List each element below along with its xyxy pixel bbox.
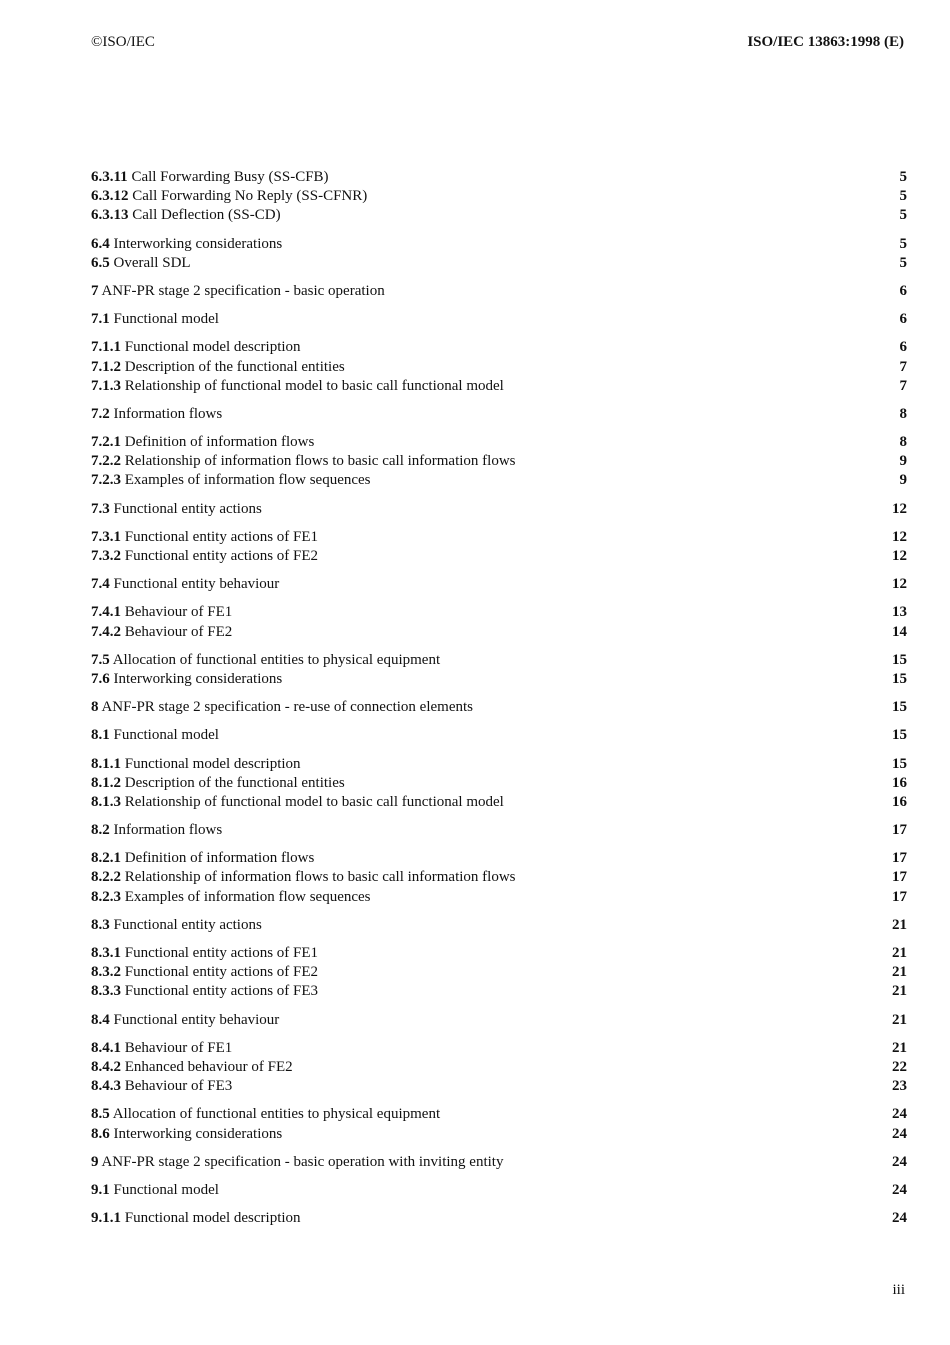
toc-section-title: Relationship of functional model to basic call functional model bbox=[124, 793, 504, 810]
toc-page-number: 22 bbox=[892, 1058, 907, 1075]
toc-section-number: 8.4 bbox=[91, 1011, 110, 1028]
toc-entry-text bbox=[91, 1077, 232, 1096]
toc-page-number: 15 bbox=[892, 699, 907, 716]
toc-page-number: 21 bbox=[892, 945, 907, 961]
toc-entry[interactable] bbox=[91, 755, 907, 774]
toc-group bbox=[91, 603, 907, 641]
toc-section-title: Enhanced behaviour of FE2 bbox=[124, 1058, 293, 1075]
toc-group bbox=[91, 405, 907, 424]
toc-section-number: 6.5 bbox=[91, 254, 110, 271]
toc-section-number: 7.3.1 bbox=[91, 528, 121, 545]
toc-entry-text bbox=[91, 868, 516, 887]
toc-entry-text bbox=[91, 1153, 503, 1172]
toc-section-number: 9.1.1 bbox=[91, 1210, 121, 1227]
toc-page-number: 16 bbox=[892, 793, 907, 810]
toc-entry[interactable] bbox=[91, 452, 907, 471]
toc-group bbox=[91, 1181, 907, 1200]
toc-section-title: Examples of information flow sequences bbox=[124, 472, 371, 489]
toc-page-number: 21 bbox=[892, 983, 907, 1000]
toc-entry-text bbox=[91, 821, 222, 840]
toc-section-number: 7.4 bbox=[91, 576, 110, 593]
toc-entry[interactable] bbox=[91, 235, 907, 254]
toc-page-number: 17 bbox=[892, 822, 907, 839]
toc-section-title: Definition of information flows bbox=[124, 434, 315, 451]
toc-entry[interactable] bbox=[91, 1105, 907, 1124]
toc-entry[interactable] bbox=[91, 982, 907, 1001]
toc-section-title: Functional entity actions bbox=[113, 500, 262, 517]
toc-section-number: 8.2.1 bbox=[91, 850, 121, 867]
toc-entry[interactable] bbox=[91, 698, 907, 717]
toc-entry[interactable] bbox=[91, 310, 907, 329]
toc-section-title: Functional entity actions of FE2 bbox=[124, 548, 319, 564]
toc-entry[interactable] bbox=[91, 377, 907, 396]
toc-entry-text bbox=[91, 603, 232, 622]
toc-group bbox=[91, 1011, 907, 1030]
toc-section-number: 7.2.1 bbox=[91, 434, 121, 451]
toc-entry[interactable] bbox=[91, 168, 907, 187]
toc-entry[interactable] bbox=[91, 405, 907, 424]
toc-section-number: 8.3.1 bbox=[91, 945, 121, 961]
toc-page-number: 9 bbox=[899, 453, 907, 470]
toc-page-number: 6 bbox=[899, 339, 907, 356]
toc-page-number: 24 bbox=[892, 1210, 907, 1227]
toc-page-number: 16 bbox=[892, 774, 907, 791]
toc-section-title: Call Forwarding No Reply (SS-CFNR) bbox=[132, 188, 368, 205]
toc-group bbox=[91, 755, 907, 813]
toc-page-number: 21 bbox=[892, 1039, 907, 1056]
toc-section-title: Allocation of functional entities to physical equipment bbox=[112, 1106, 441, 1123]
toc-section-title: Description of the functional entities bbox=[124, 358, 345, 375]
toc-group bbox=[91, 528, 907, 566]
toc-section-number: 8.2.2 bbox=[91, 869, 121, 886]
toc-entry-text bbox=[91, 849, 314, 868]
toc-section-number: 8.4.1 bbox=[91, 1039, 121, 1056]
toc-entry-text bbox=[91, 433, 314, 452]
toc-section-number: 8.1 bbox=[91, 727, 110, 744]
toc-entry-text bbox=[91, 698, 473, 717]
toc-page-number: 24 bbox=[892, 1125, 907, 1142]
toc-group bbox=[91, 1105, 907, 1143]
toc-entry[interactable] bbox=[91, 1181, 907, 1200]
toc-entry[interactable] bbox=[91, 358, 907, 377]
toc-entry-text bbox=[91, 235, 282, 254]
toc-page-number: 9 bbox=[899, 472, 907, 489]
toc-group bbox=[91, 849, 907, 907]
toc-page-number: 17 bbox=[892, 888, 907, 905]
toc-entry-text bbox=[91, 282, 385, 301]
toc-section-title: Functional model bbox=[113, 727, 219, 744]
toc-section-number: 8.5 bbox=[91, 1106, 110, 1123]
toc-entry[interactable] bbox=[91, 1039, 907, 1058]
toc-page-number: 5 bbox=[899, 169, 907, 185]
toc-entry[interactable] bbox=[91, 623, 907, 642]
toc-section-title: Functional model bbox=[113, 311, 219, 328]
header-copyright: ©ISO/IEC bbox=[91, 34, 155, 50]
toc-entry[interactable] bbox=[91, 547, 907, 566]
toc-section-number: 8.3 bbox=[91, 916, 110, 933]
toc-section-number: 7.3.2 bbox=[91, 548, 121, 564]
header-standard-id: ISO/IEC 13863:1998 (E) bbox=[747, 34, 904, 50]
toc-entry-text bbox=[91, 1105, 440, 1124]
toc-page-number: 8 bbox=[899, 405, 907, 422]
toc-section-title: Relationship of information flows to basic call information flows bbox=[124, 453, 516, 470]
toc-entry-text bbox=[91, 1181, 219, 1200]
toc-section-title: Allocation of functional entities to physical equipment bbox=[112, 651, 441, 668]
toc-entry-text bbox=[91, 358, 345, 377]
toc-section-title: Behaviour of FE1 bbox=[124, 1039, 233, 1056]
toc-entry-text bbox=[91, 774, 345, 793]
toc-group bbox=[91, 433, 907, 491]
toc-page-number: 17 bbox=[892, 850, 907, 867]
toc-page-number: 13 bbox=[892, 604, 907, 621]
toc-section-title: Interworking considerations bbox=[113, 1125, 283, 1142]
toc-page-number: 15 bbox=[892, 670, 907, 687]
toc-section-title: ANF-PR stage 2 specification - basic operation bbox=[101, 282, 385, 299]
toc-entry[interactable] bbox=[91, 282, 907, 301]
toc-entry-text bbox=[91, 310, 219, 329]
toc-page-number: 5 bbox=[899, 254, 907, 271]
toc-page-number: 12 bbox=[892, 548, 907, 564]
toc-entry-text bbox=[91, 528, 318, 547]
toc-entry-text bbox=[91, 651, 440, 670]
toc-group bbox=[91, 698, 907, 717]
toc-page-number: 6 bbox=[899, 282, 907, 299]
toc-page-number: 24 bbox=[892, 1153, 907, 1170]
toc-entry[interactable] bbox=[91, 726, 907, 745]
toc-entry[interactable] bbox=[91, 433, 907, 452]
toc-section-number: 6.3.11 bbox=[91, 169, 128, 185]
toc-entry[interactable] bbox=[91, 603, 907, 622]
toc-group bbox=[91, 1153, 907, 1172]
toc-entry-text bbox=[91, 206, 281, 225]
toc-section-title: Information flows bbox=[113, 405, 223, 422]
toc-section-title: Functional model description bbox=[124, 1210, 301, 1227]
toc-entry[interactable] bbox=[91, 774, 907, 793]
toc-page-number: 21 bbox=[892, 1011, 907, 1028]
toc-section-title: Call Forwarding Busy (SS-CFB) bbox=[131, 169, 329, 185]
toc-entry[interactable] bbox=[91, 528, 907, 547]
toc-entry[interactable] bbox=[91, 916, 907, 935]
toc-group bbox=[91, 821, 907, 840]
toc-section-number: 7 bbox=[91, 282, 99, 299]
toc-section-title: Functional model bbox=[113, 1181, 219, 1198]
toc-entry-text bbox=[91, 1011, 279, 1030]
toc-group bbox=[91, 500, 907, 519]
toc-group bbox=[91, 1209, 907, 1228]
toc-entry[interactable] bbox=[91, 651, 907, 670]
toc-entry-text bbox=[91, 1039, 232, 1058]
toc-page-number: 15 bbox=[892, 651, 907, 668]
toc-section-title: Interworking considerations bbox=[113, 670, 283, 687]
toc-entry-text bbox=[91, 726, 219, 745]
toc-entry-text bbox=[91, 963, 318, 982]
toc-page-number: 5 bbox=[899, 207, 907, 224]
toc-section-number: 6.4 bbox=[91, 235, 110, 252]
toc-entry-text bbox=[91, 187, 367, 206]
toc-entry-text bbox=[91, 944, 318, 963]
toc-section-title: ANF-PR stage 2 specification - re-use of connection elements bbox=[101, 699, 473, 716]
toc-page-number: 12 bbox=[892, 528, 907, 545]
toc-entry[interactable] bbox=[91, 793, 907, 812]
toc-entry-text bbox=[91, 888, 371, 907]
toc-section-title: Examples of information flow sequences bbox=[124, 888, 371, 905]
toc-section-title: Description of the functional entities bbox=[124, 774, 345, 791]
toc-section-number: 8.4.2 bbox=[91, 1058, 121, 1075]
toc-section-number: 6.3.12 bbox=[91, 188, 129, 205]
toc-entry[interactable] bbox=[91, 1153, 907, 1172]
toc-section-number: 7.1.2 bbox=[91, 358, 121, 375]
toc-page-number: 6 bbox=[899, 311, 907, 328]
toc-entry-text bbox=[91, 377, 504, 396]
toc-section-title: Relationship of functional model to basic call functional model bbox=[124, 377, 504, 394]
toc-group bbox=[91, 1039, 907, 1097]
toc-section-title: Information flows bbox=[113, 822, 223, 839]
toc-entry[interactable] bbox=[91, 471, 907, 490]
toc-entry[interactable] bbox=[91, 888, 907, 907]
toc-entry[interactable] bbox=[91, 868, 907, 887]
toc-section-number: 8.2 bbox=[91, 822, 110, 839]
toc-entry-text bbox=[91, 1125, 282, 1144]
toc-section-number: 7.4.2 bbox=[91, 623, 121, 640]
toc-section-number: 8.4.3 bbox=[91, 1078, 121, 1095]
toc-entry-text bbox=[91, 452, 516, 471]
toc-entry-text bbox=[91, 1209, 301, 1228]
toc-page-number: 15 bbox=[892, 727, 907, 744]
toc-entry-text bbox=[91, 755, 301, 774]
toc-section-number: 7.1.1 bbox=[91, 339, 121, 356]
toc-page-number: 12 bbox=[892, 500, 907, 517]
toc-section-title: Relationship of information flows to basic call information flows bbox=[124, 869, 516, 886]
toc-section-number: 7.2 bbox=[91, 405, 110, 422]
toc-entry-text bbox=[91, 254, 191, 273]
toc-section-title: Functional entity actions of FE1 bbox=[124, 945, 319, 961]
toc-entry[interactable] bbox=[91, 849, 907, 868]
toc-section-title: Overall SDL bbox=[113, 254, 191, 271]
toc-entry-text bbox=[91, 338, 301, 357]
toc-entry-text bbox=[91, 793, 504, 812]
toc-group bbox=[91, 575, 907, 594]
toc-section-title: Behaviour of FE2 bbox=[124, 623, 233, 640]
toc-entry-text bbox=[91, 670, 282, 689]
toc-section-number: 8.1.3 bbox=[91, 793, 121, 810]
toc-page-number: 7 bbox=[899, 358, 907, 375]
toc-page-number: 21 bbox=[892, 916, 907, 933]
toc-entry-text bbox=[91, 982, 318, 1001]
toc-section-number: 7.6 bbox=[91, 670, 110, 687]
toc-entry[interactable] bbox=[91, 963, 907, 982]
toc-entry[interactable] bbox=[91, 254, 907, 273]
toc-section-number: 7.5 bbox=[91, 651, 110, 668]
toc-section-number: 7.1 bbox=[91, 311, 110, 328]
footer-page-number: iii bbox=[892, 1282, 905, 1298]
toc-section-title: Behaviour of FE3 bbox=[124, 1078, 233, 1095]
toc-group bbox=[91, 338, 907, 396]
toc-entry[interactable] bbox=[91, 206, 907, 225]
toc-section-title: Functional entity actions of FE2 bbox=[124, 964, 319, 981]
toc-section-number: 8.2.3 bbox=[91, 888, 121, 905]
toc-section-title: Call Deflection (SS-CD) bbox=[132, 207, 281, 224]
toc-page-number: 24 bbox=[892, 1181, 907, 1198]
toc-page-number: 7 bbox=[899, 377, 907, 394]
toc-section-number: 8.1.2 bbox=[91, 774, 121, 791]
toc-entry-text bbox=[91, 168, 329, 187]
toc-section-title: ANF-PR stage 2 specification - basic operation with inviting entity bbox=[101, 1153, 504, 1170]
toc-entry[interactable] bbox=[91, 1011, 907, 1030]
toc-page-number: 12 bbox=[892, 576, 907, 593]
toc-entry-text bbox=[91, 623, 232, 642]
toc-page-number: 14 bbox=[892, 623, 907, 640]
toc-page-number: 15 bbox=[892, 755, 907, 772]
toc-entry[interactable] bbox=[91, 944, 907, 963]
toc-section-number: 8.1.1 bbox=[91, 755, 121, 772]
toc-group bbox=[91, 168, 907, 226]
toc-section-number: 8.6 bbox=[91, 1125, 110, 1142]
toc-section-number: 9 bbox=[91, 1153, 99, 1170]
toc-page-number: 17 bbox=[892, 869, 907, 886]
toc-section-number: 9.1 bbox=[91, 1181, 110, 1198]
toc-section-number: 6.3.13 bbox=[91, 207, 129, 224]
toc-section-number: 7.3 bbox=[91, 500, 110, 517]
toc-section-title: Functional entity actions of FE3 bbox=[124, 983, 319, 1000]
toc-section-number: 8 bbox=[91, 699, 99, 716]
toc-group bbox=[91, 282, 907, 301]
toc-entry[interactable] bbox=[91, 187, 907, 206]
toc-section-title: Functional model description bbox=[124, 339, 301, 356]
toc-section-title: Behaviour of FE1 bbox=[124, 604, 233, 621]
toc-group bbox=[91, 944, 907, 1002]
toc-entry-text bbox=[91, 471, 371, 490]
toc-entry[interactable] bbox=[91, 1209, 907, 1228]
toc-section-number: 7.4.1 bbox=[91, 604, 121, 621]
toc-entry[interactable] bbox=[91, 821, 907, 840]
toc-section-number: 8.3.2 bbox=[91, 964, 121, 981]
toc-entry[interactable] bbox=[91, 670, 907, 689]
toc-entry-text bbox=[91, 405, 222, 424]
toc-group bbox=[91, 726, 907, 745]
toc-group bbox=[91, 916, 907, 935]
toc-page-number: 24 bbox=[892, 1106, 907, 1123]
toc-section-title: Functional entity behaviour bbox=[113, 576, 280, 593]
toc-entry[interactable] bbox=[91, 1125, 907, 1144]
toc-group bbox=[91, 651, 907, 689]
toc-section-title: Functional entity actions of FE1 bbox=[124, 528, 319, 545]
toc-section-title: Interworking considerations bbox=[113, 235, 283, 252]
toc-page-number: 23 bbox=[892, 1078, 907, 1095]
toc-page-number: 21 bbox=[892, 964, 907, 981]
toc-entry[interactable] bbox=[91, 500, 907, 519]
toc-section-title: Functional entity behaviour bbox=[113, 1011, 280, 1028]
toc-entry[interactable] bbox=[91, 575, 907, 594]
toc-entry[interactable] bbox=[91, 338, 907, 357]
toc-section-number: 7.1.3 bbox=[91, 377, 121, 394]
toc-page-number: 5 bbox=[899, 235, 907, 252]
toc-page-number: 8 bbox=[899, 434, 907, 451]
toc-group bbox=[91, 310, 907, 329]
table-of-contents bbox=[91, 168, 907, 1237]
toc-group bbox=[91, 235, 907, 273]
toc-section-number: 7.2.3 bbox=[91, 472, 121, 489]
toc-entry-text bbox=[91, 500, 262, 519]
toc-entry-text bbox=[91, 547, 318, 566]
toc-entry-text bbox=[91, 916, 262, 935]
toc-page-number: 5 bbox=[899, 188, 907, 205]
toc-entry-text bbox=[91, 575, 279, 594]
toc-section-number: 8.3.3 bbox=[91, 983, 121, 1000]
toc-entry-text bbox=[91, 1058, 293, 1077]
toc-entry[interactable] bbox=[91, 1058, 907, 1077]
toc-section-title: Definition of information flows bbox=[124, 850, 315, 867]
toc-section-number: 7.2.2 bbox=[91, 453, 121, 470]
toc-entry[interactable] bbox=[91, 1077, 907, 1096]
toc-section-title: Functional entity actions bbox=[113, 916, 262, 933]
toc-section-title: Functional model description bbox=[124, 755, 301, 772]
